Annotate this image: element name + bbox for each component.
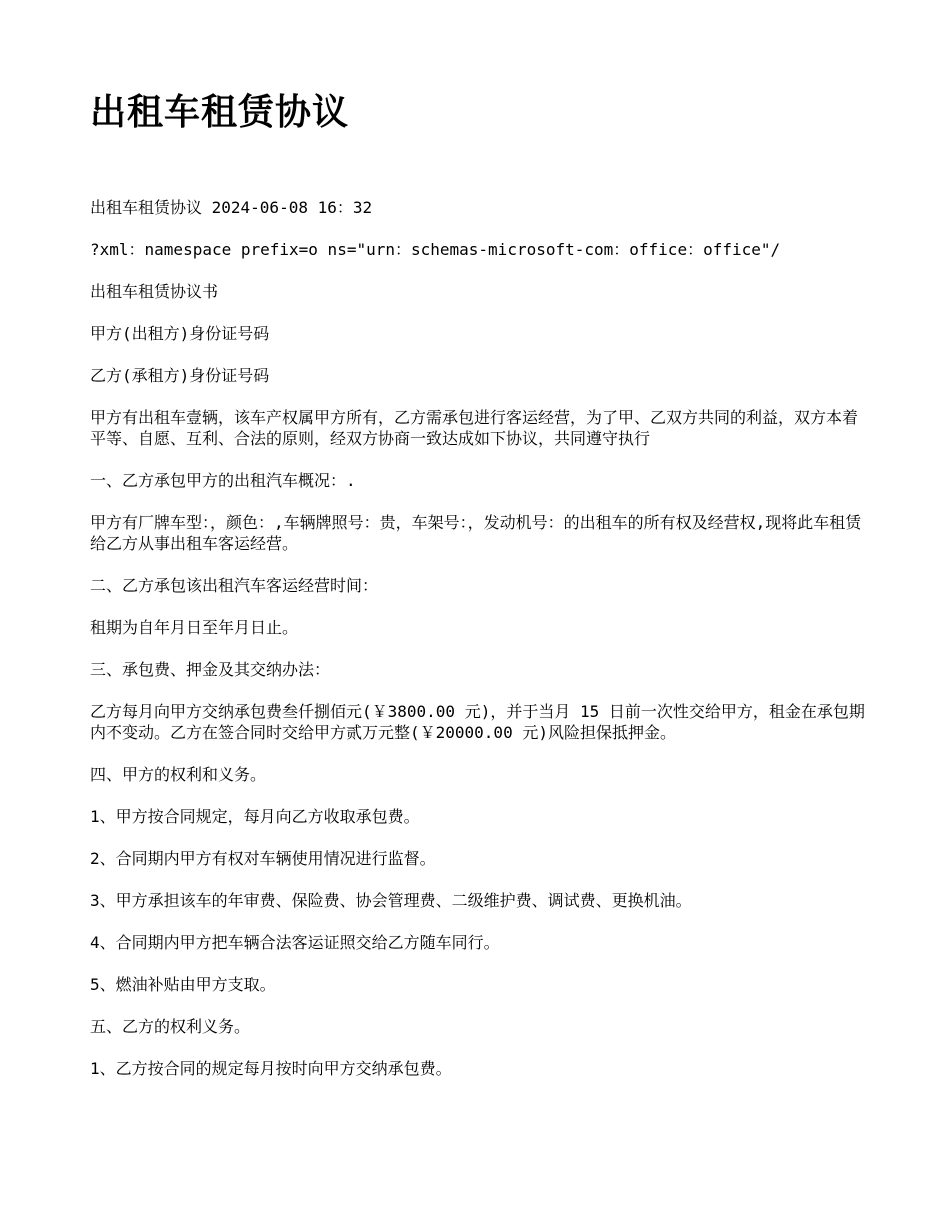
paragraph-party-b: 乙方(承租方)身份证号码 [90, 366, 270, 385]
document-body [90, 197, 865, 1100]
paragraph-fees: 乙方每月向甲方交纳承包费叁仟捌佰元(￥3800.00 元)，并于当月 15 日前一次性交给甲方，租金在承包期内不变动。乙方在签合同时交给甲方贰万元整(￥20000.00 元)风险担保抵押金。 [90, 702, 865, 742]
section-heading-3: 三、承包费、押金及其交纳办法： [90, 660, 331, 679]
paragraph-preamble: 甲方有出租车壹辆，该车产权属甲方所有，乙方需承包进行客运经营，为了甲、乙双方共同的利益，双方本着平等、自愿、互利、合法的原则，经双方协商一致达成如下协议，共同遵守执行 [90, 408, 859, 448]
list-item: 1、乙方按合同的规定每月按时向甲方交纳承包费。 [90, 1059, 452, 1078]
document-title: 出租车租赁协议 [90, 91, 350, 133]
paragraph-lease-term: 租期为自年月日至年月日止。 [90, 618, 299, 637]
paragraph-agreement-name: 出租车租赁协议书 [90, 282, 219, 301]
list-item: 2、合同期内甲方有权对车辆使用情况进行监督。 [90, 849, 436, 868]
list-item: 3、甲方承担该车的年审费、保险费、协会管理费、二级维护费、调试费、更换机油。 [90, 891, 692, 910]
section-heading-4: 四、甲方的权利和义务。 [90, 765, 267, 784]
paragraph-header-line: 出租车租赁协议 2024-06-08 16：32 [90, 198, 373, 217]
list-item: 4、合同期内甲方把车辆合法客运证照交给乙方随车同行。 [90, 933, 500, 952]
section-heading-1: 一、乙方承包甲方的出租汽车概况：. [90, 471, 356, 490]
paragraph-vehicle-details: 甲方有厂牌车型：，颜色：,车辆牌照号：贵，车架号：，发动机号：的出租车的所有权及经营权,现将此车租赁给乙方从事出租车客运经营。 [90, 513, 862, 553]
section-heading-2: 二、乙方承包该出租汽车客运经营时间： [90, 576, 379, 595]
paragraph-party-a: 甲方(出租方)身份证号码 [90, 324, 270, 343]
section-heading-5: 五、乙方的权利义务。 [90, 1017, 251, 1036]
list-item: 1、甲方按合同规定，每月向乙方收取承包费。 [90, 807, 420, 826]
paragraph-xml-namespace: ?xml：namespace prefix=o ns="urn：schemas-microsoft-com：office：office"/ [90, 240, 781, 259]
list-item: 5、燃油补贴由甲方支取。 [90, 975, 276, 994]
